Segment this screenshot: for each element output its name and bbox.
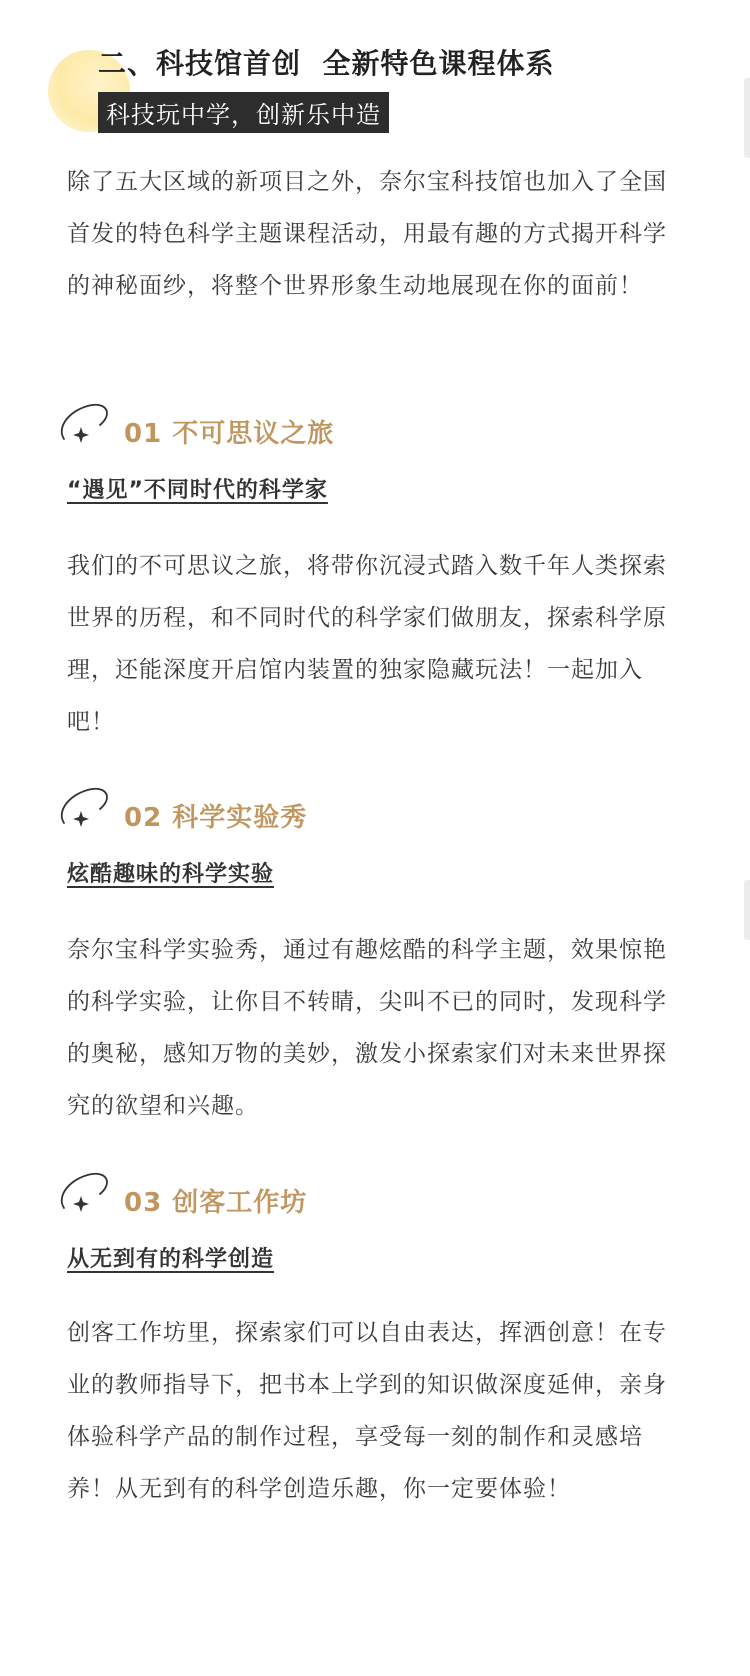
section-header-2: [56, 787, 456, 847]
section-body-2: 奈尔宝科学实验秀，通过有趣炫酷的科学主题，效果惊艳的科学实验，让你目不转睛，尖叫不已的同时，发现科学的奥秘，感知万物的美妙，激发小探索家们对未来世界探究的欲望和兴趣。: [67, 937, 667, 1119]
section-title-3: 03 创客工作坊: [124, 1188, 308, 1218]
section-header-1: [56, 403, 456, 463]
section-title-1: 01 不可思议之旅: [124, 419, 335, 449]
section-subtitle-1: “遇见”不同时代的科学家: [67, 478, 328, 503]
section-header-3: [56, 1172, 456, 1232]
section-subtitle-2: 炫酷趣味的科学实验: [67, 862, 275, 887]
orbit-sparkle-icon: [56, 1172, 118, 1224]
section-subtitle-3: 从无到有的科学创造: [67, 1247, 275, 1272]
section-body-3: 创客工作坊里，探索家们可以自由表达，挥洒创意！在专业的教师指导下，把书本上学到的知识做深度延伸，亲身体验科学产品的制作过程，享受每一刻的制作和灵感培养！从无到有的科学创造乐趣，你一定要体验！: [67, 1320, 667, 1502]
orbit-sparkle-icon: [56, 403, 118, 455]
orbit-sparkle-icon: [56, 787, 118, 839]
section-body-1: 我们的不可思议之旅，将带你沉浸式踏入数千年人类探索世界的历程，和不同时代的科学家们做朋友，探索科学原理，还能深度开启馆内装置的独家隐藏玩法！一起加入吧！: [67, 553, 667, 735]
page-title: 二、科技馆首创 全新特色课程体系: [98, 47, 555, 80]
edge-decoration-top: [744, 78, 750, 158]
edge-decoration-bottom: [744, 880, 750, 940]
intro-paragraph: 除了五大区域的新项目之外，奈尔宝科技馆也加入了全国首发的特色科学主题课程活动，用最有趣的方式揭开科学的神秘面纱，将整个世界形象生动地展现在你的面前！: [67, 169, 667, 299]
subtitle-banner: 科技玩中学，创新乐中造: [98, 92, 389, 133]
section-title-2: 02 科学实验秀: [124, 803, 308, 833]
